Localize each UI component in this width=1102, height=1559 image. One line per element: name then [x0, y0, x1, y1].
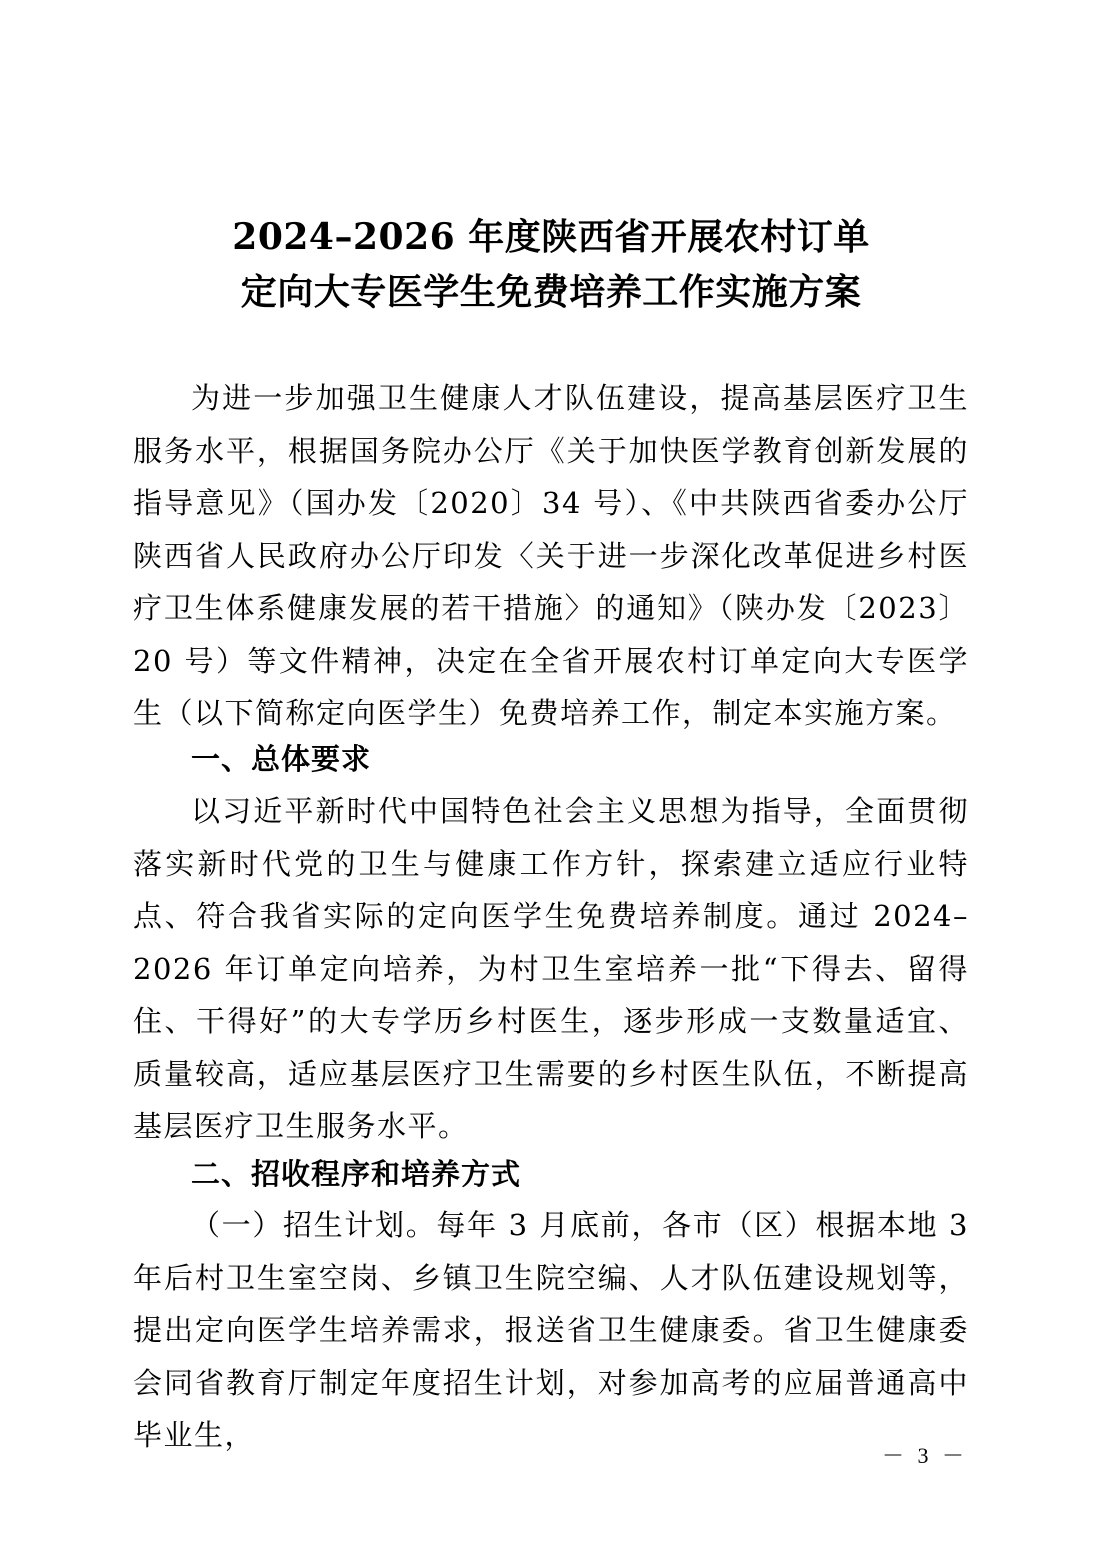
enrollment-plan-paragraph: （一）招生计划。每年 3 月底前，各市（区）根据本地 3 年后村卫生室空岗、乡镇卫生院空编、人才队伍建设规划等，提出定向医学生培养需求，报送省卫生健康委。省卫生健康委会同省教育厅制定年度招生计划，对参加高考的应届普通高中毕业生，	[133, 1208, 969, 1452]
document-title-line2: 定向大专医学生免费培养工作实施方案	[240, 271, 862, 313]
intro-paragraph: 为进一步加强卫生健康人才队伍建设，提高基层医疗卫生服务水平，根据国务院办公厅《关于加快医学教育创新发展的指导意见》（国办发〔2020〕34 号）、《中共陕西省委办公厅陕西省人民政府办公厅印发〈关于进一步深化改革促进乡村医疗卫生体系健康发展的若干措施〉的通知》（陕办发〔2023〕20 号）等文件精神，决定在全省开展农村订单定向大专医学生（以下简称定向医学生）免费培养工作，制定本实施方案。	[133, 381, 969, 730]
section-heading-general-requirements: 一、总体要求	[191, 742, 372, 776]
section-heading-enrollment-training: 二、招收程序和培养方式	[191, 1157, 522, 1191]
document-title-line1: 2024–2026 年度陕西省开展农村订单	[232, 216, 870, 258]
page-number: － 3 －	[881, 1443, 968, 1468]
general-requirements-paragraph: 以习近平新时代中国特色社会主义思想为指导，全面贯彻落实新时代党的卫生与健康工作方针，探索建立适应行业特点、符合我省实际的定向医学生免费培养制度。通过 2024–2026 年订单定向培养，为村卫生室培养一批“下得去、留得住、干得好”的大专学历乡村医生，逐步形成一支数量适宜、质量较高，适应基层医疗卫生需要的乡村医生队伍，不断提高基层医疗卫生服务水平。	[133, 794, 969, 1143]
